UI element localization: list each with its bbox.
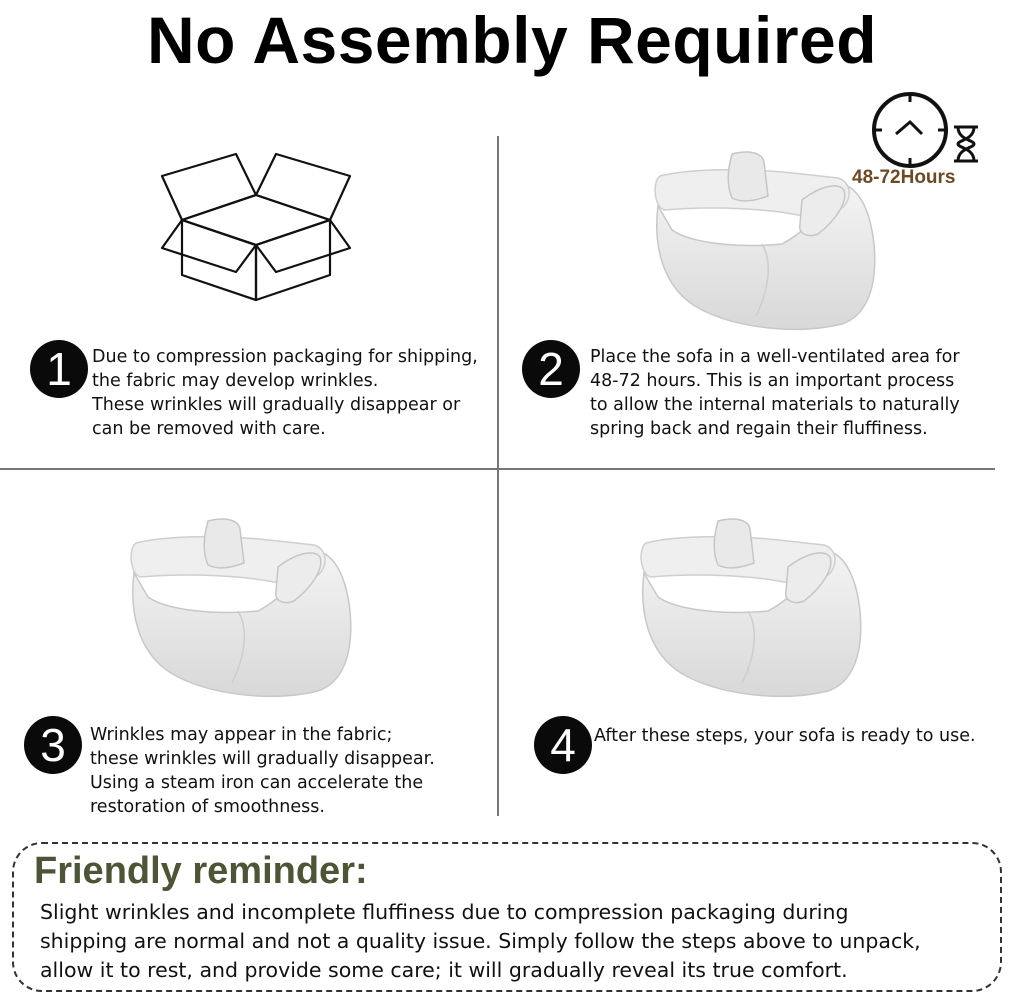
page-title: No Assembly Required — [146, 3, 878, 77]
hourglass-icon — [952, 124, 980, 164]
step-1-number: 1 — [30, 340, 88, 398]
clock-icon — [870, 90, 950, 170]
box-icon — [158, 150, 354, 305]
horizontal-divider — [0, 468, 995, 470]
sofa-image — [638, 515, 868, 705]
step-2-text: Place the sofa in a well-ventilated area for 48-72 hours. This is an important process to allow the internal materials to naturally spring back and regain their fluffiness. — [590, 347, 960, 439]
vertical-divider — [497, 136, 499, 816]
step-2-number: 2 — [522, 340, 580, 398]
timer-label: 48-72Hours — [852, 167, 956, 188]
step-3-text: Wrinkles may appear in the fabric; these wrinkles will gradually disappear. Using a steam iron can accelerate the restoration of smoothness. — [90, 725, 435, 817]
reminder-title: Friendly reminder: — [34, 850, 368, 892]
sofa-image — [128, 515, 358, 705]
step-4-number: 4 — [534, 716, 592, 774]
step-3-number: 3 — [24, 716, 82, 774]
sofa-image — [652, 148, 882, 338]
step-1-text: Due to compression packaging for shipping, the fabric may develop wrinkles. These wrinkles will gradually disappear or can be removed with care. — [92, 347, 478, 439]
step-4-text: After these steps, your sofa is ready to use. — [594, 726, 976, 746]
reminder-body: Slight wrinkles and incomplete fluffiness due to compression packaging during shipping are normal and not a quality issue. Simply follow the steps above to unpack, allow it to rest, and provide some care; it will gradually reveal its true comfort. — [40, 900, 921, 982]
